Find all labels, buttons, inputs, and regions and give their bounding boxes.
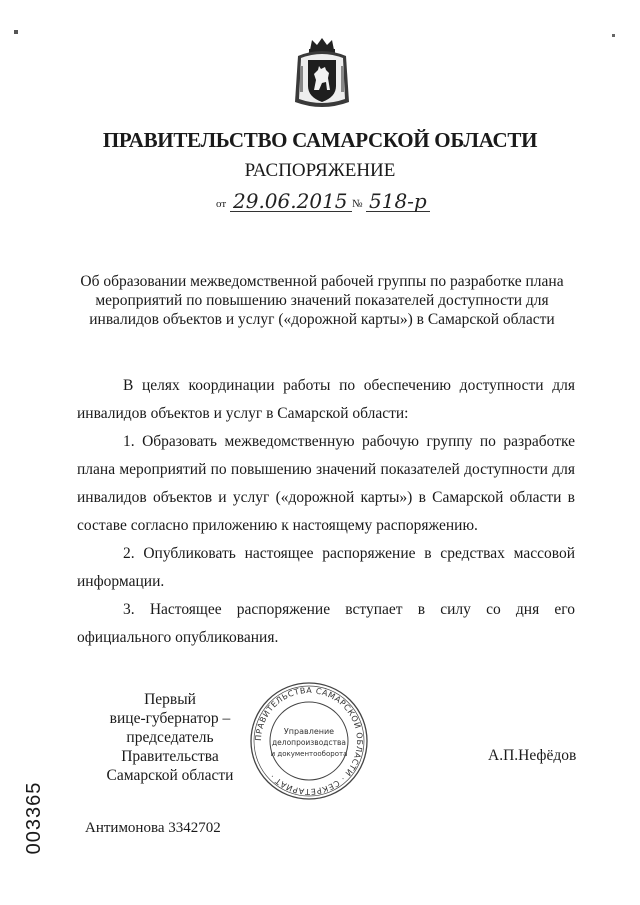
- document-subject: Об образовании межведомственной рабочей группы по разработке плана мероприятий по повышению значений показателей доступности для инвалидов объектов и услуг («дорожной карты») в Самарской области: [80, 273, 564, 328]
- clause-paragraph: 1. Образовать межведомственную рабочую группу по разработке плана мероприятий по повышению значений показателей доступности для инвалидов объектов и услуг («дорожной карты») в Самарской области в составе согласно приложению к настоящему распоряжению.: [77, 433, 575, 534]
- position-line: председатель Правительства: [121, 729, 219, 765]
- clause-paragraph: 2. Опубликовать настоящее распоряжение в средствах массовой информации.: [77, 545, 575, 590]
- position-line: вице-губернатор –: [109, 710, 231, 727]
- signatory-name: А.П.Нефёдов: [488, 747, 577, 764]
- registration-number: 003365: [22, 781, 45, 855]
- preamble-paragraph: В целях координации работы по обеспечению доступности для инвалидов объектов и услуг в Самарской области:: [77, 377, 575, 422]
- executor-contact: Антимонова 3342702: [85, 820, 221, 836]
- position-line: Первый: [144, 691, 196, 708]
- position-line: Самарской области: [106, 767, 234, 784]
- handwritten-date: 29.06.2015: [230, 191, 352, 212]
- date-prefix: от: [216, 198, 227, 210]
- stamp-ring-text: ПРАВИТЕЛЬСТВА САМАРСКОЙ ОБЛАСТИ · СЕКРЕТАРИАТ ·: [253, 685, 365, 797]
- scan-mark: [612, 34, 615, 37]
- stamp-line: делопроизводства: [271, 738, 347, 747]
- scan-mark: [14, 30, 18, 34]
- stamp-line: и документооборота: [270, 750, 348, 758]
- signatory-position: [85, 690, 255, 785]
- government-name: ПРАВИТЕЛЬСТВО САМАРСКОЙ ОБЛАСТИ: [102, 128, 538, 152]
- handwritten-number: 518-р: [366, 191, 430, 212]
- document-body: [77, 372, 575, 652]
- clause-paragraph: 3. Настоящее распоряжение вступает в силу со дня его официального опубликования.: [77, 601, 575, 646]
- official-stamp: [248, 680, 370, 802]
- document-type: РАСПОРЯЖЕНИЕ: [244, 160, 396, 181]
- number-prefix: №: [352, 198, 363, 210]
- stamp-line: Управление: [283, 727, 335, 736]
- coat-of-arms-icon: [292, 36, 352, 112]
